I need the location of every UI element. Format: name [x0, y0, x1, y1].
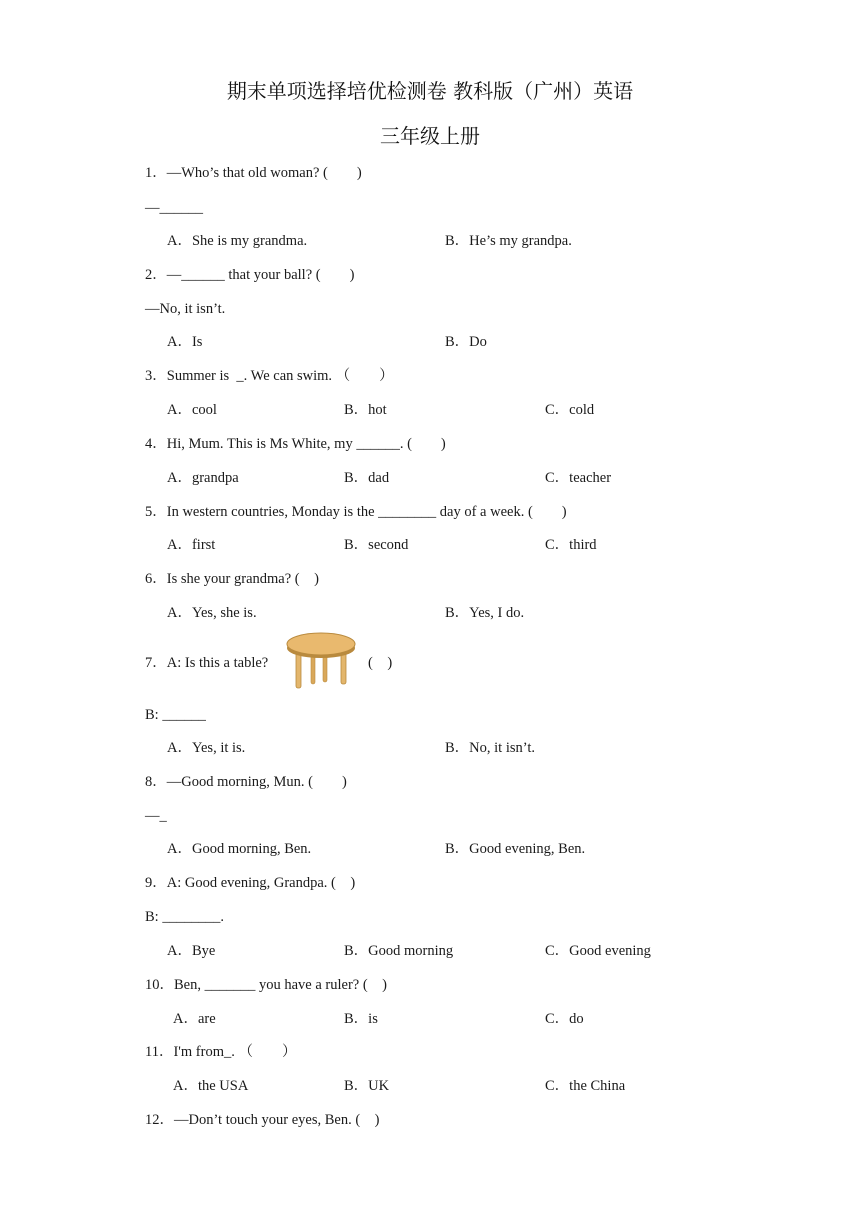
question-5-option-c[interactable]: C．third [545, 537, 597, 553]
question-7-option-b[interactable]: B．No, it isn’t. [445, 740, 535, 756]
question-7-parenthesis: ( ) [368, 655, 393, 671]
question-1-stem: 1．—Who’s that old woman? ( ) [145, 165, 362, 181]
question-10-option-c[interactable]: C．do [545, 1011, 584, 1027]
page-title: 期末单项选择培优检测卷 教科版（广州）英语 [226, 79, 634, 103]
table-top [287, 633, 355, 655]
question-9-option-a[interactable]: A．Bye [167, 943, 216, 959]
question-10-stem: 10．Ben, _______ you have a ruler? ( ) [145, 977, 388, 993]
question-9-option-b[interactable]: B．Good morning [344, 943, 454, 959]
question-5-option-a[interactable]: A．first [167, 537, 216, 553]
page-subtitle: 三年级上册 [380, 124, 480, 148]
question-10-option-a[interactable]: A．are [173, 1011, 216, 1027]
question-1-answer-blank: —______ [145, 200, 203, 216]
question-1-option-b[interactable]: B．He’s my grandpa. [445, 233, 572, 249]
question-11-option-c[interactable]: C．the China [545, 1078, 626, 1094]
question-2-response: —No, it isn’t. [145, 301, 226, 317]
question-7-option-a[interactable]: A．Yes, it is. [167, 740, 246, 756]
question-4-option-c[interactable]: C．teacher [545, 470, 612, 486]
table-image [284, 630, 358, 692]
question-2-option-a[interactable]: A．Is [167, 334, 203, 350]
question-12-stem: 12．—Don’t touch your eyes, Ben. ( ) [145, 1112, 380, 1128]
question-7-answer-blank: B: ______ [145, 707, 206, 723]
question-6-option-b[interactable]: B．Yes, I do. [445, 605, 525, 621]
question-8-stem: 8．—Good morning, Mun. ( ) [145, 774, 347, 790]
question-7-stem: 7．A: Is this a table? [145, 655, 269, 671]
question-1-option-a[interactable]: A．She is my grandma. [167, 233, 308, 249]
question-8-answer-blank: —_ [145, 808, 167, 824]
question-3-option-a[interactable]: A．cool [167, 402, 217, 418]
question-2-option-b[interactable]: B．Do [445, 334, 487, 350]
question-4-stem: 4．Hi, Mum. This is Ms White, my ______. ( ) [145, 436, 446, 452]
question-8-option-a[interactable]: A．Good morning, Ben. [167, 841, 312, 857]
question-11-option-a[interactable]: A．the USA [173, 1078, 249, 1094]
question-8-option-b[interactable]: B．Good evening, Ben. [445, 841, 586, 857]
question-2-stem: 2．—______ that your ball? ( ) [145, 267, 355, 283]
question-6-stem: 6．Is she your grandma? ( ) [145, 571, 319, 587]
question-5-option-b[interactable]: B．second [344, 537, 409, 553]
question-5-stem: 5．In western countries, Monday is the ________ day of a week. ( ) [145, 504, 567, 520]
question-3-stem: 3．Summer is _. We can swim. （ ） [145, 368, 394, 384]
question-3-option-b[interactable]: B．hot [344, 402, 387, 418]
question-4-option-b[interactable]: B．dad [344, 470, 390, 486]
question-6-option-a[interactable]: A．Yes, she is. [167, 605, 257, 621]
question-11-option-b[interactable]: B．UK [344, 1078, 390, 1094]
question-9-answer-blank: B: ________. [145, 909, 224, 925]
question-10-option-b[interactable]: B．is [344, 1011, 378, 1027]
question-3-option-c[interactable]: C．cold [545, 402, 595, 418]
question-9-option-c[interactable]: C．Good evening [545, 943, 651, 959]
question-4-option-a[interactable]: A．grandpa [167, 470, 239, 486]
question-9-stem: 9．A: Good evening, Grandpa. ( ) [145, 875, 356, 891]
question-11-stem: 11．I'm from_. （ ） [145, 1044, 297, 1060]
